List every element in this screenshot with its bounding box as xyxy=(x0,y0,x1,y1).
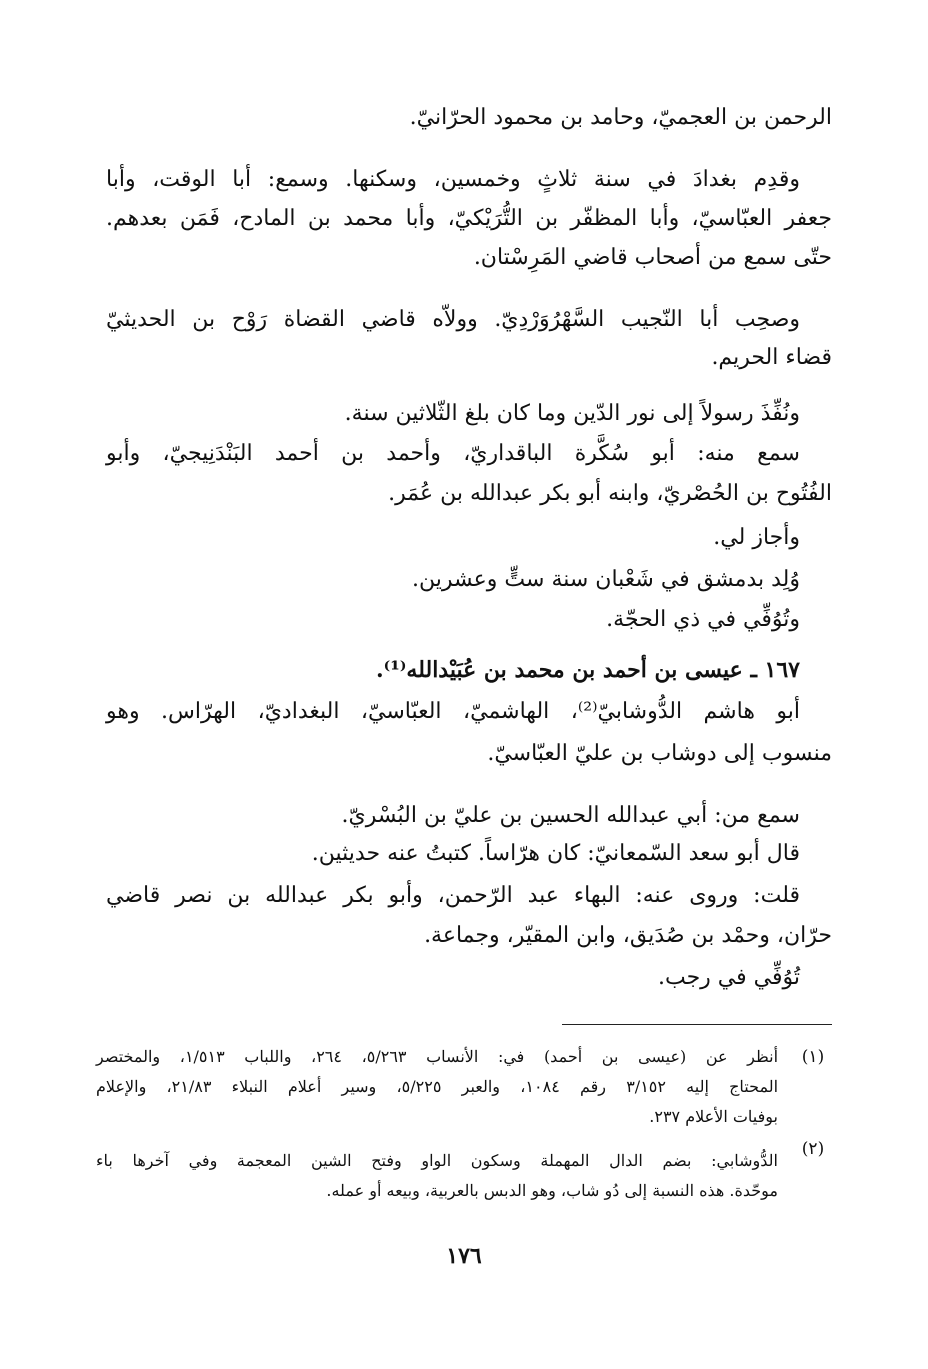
body-line-19: حرّان، وحمْد بن صُدَيق، وابن المقيّر، وجماعة. xyxy=(424,923,832,948)
footnote-1-number: (١) xyxy=(801,1047,825,1067)
body-line-8: سمع منه: أبو سُكَّرة الباقداريّ، وأحمد بن أحمد البَنْدَنِيجيّ، وأبو xyxy=(106,441,800,466)
page-number: ١٧٦ xyxy=(446,1243,482,1269)
footnote-1-line-1: أنظر عن (عيسى بن أحمد) في: الأنساب ٥/٢٦٣، ٢٦٤، واللباب ١/٥١٣، والمختصر xyxy=(96,1047,779,1066)
body-line-7: ونُفِّذَ رسولاً إلى نور الدّين وما كان بلغ الثّلاثين سنة. xyxy=(344,401,800,426)
body-line-10: وأجاز لي. xyxy=(713,525,800,550)
body-line-1: الرحمن بن العجميّ، وحامد بن محمود الحرّانيّ. xyxy=(409,105,832,130)
entry-heading: ١٦٧ ـ عيسى بن أحمد بن محمد بن عُبَيْدالله⁽¹⁾. xyxy=(376,657,800,683)
body-line-6: قضاء الحريم. xyxy=(711,345,832,370)
footnote-2-line-2: موحّدة. هذه النسبة إلى دُو شاب، وهو الدبس بالعربية، وبيعه أو عمله. xyxy=(326,1181,778,1200)
body-line-2: وقدِم بغدادَ في سنة ثلاثٍ وخمسين، وسكنها. وسمع: أبا الوقت، وأبا xyxy=(106,167,800,192)
footnote-divider xyxy=(562,1024,832,1025)
footnote-1-line-3: بوفيات الأعلام ٢٣٧. xyxy=(649,1107,778,1126)
body-line-4: حتّى سمع من أصحاب قاضي المَرِسْتان. xyxy=(473,245,832,270)
footnote-1-line-2: المحتاج إليه ٣/١٥٢ رقم ١٠٨٤، والعبر ٥/٢٢٥، وسير أعلام النبلاء ٢١/٨٣، والإعلام xyxy=(96,1077,779,1096)
body-line-5: وصحِب أبا النّجيب السَّهْرُوَرْدِيّ. وولاّه قاضي القضاة رَوْح بن الحديثيّ xyxy=(106,307,800,332)
body-line-17: قال أبو سعد السّمعانيّ: كان هرّاساً. كتبتُ عنه حديثين. xyxy=(311,841,800,866)
footnote-2-number: (٢) xyxy=(801,1139,825,1159)
body-line-11: وُلِد بدمشق في شَعْبان سنة ستٍّ وعشرين. xyxy=(412,567,800,592)
footnote-2-line-1: الدُّوشابي: بضم الدال المهملة وسكون الواو وفتح الشين المعجمة وفي آخرها باء xyxy=(96,1151,779,1170)
body-line-15: منسوب إلى دوشاب بن عليّ العبّاسيّ. xyxy=(487,741,832,766)
body-line-18: قلت: وروى عنه: البهاء عبد الرّحمن، وأبو بكر عبدالله بن نصر قاضي xyxy=(106,883,800,908)
body-line-9: الفُتُوح بن الحُصْريّ، وابنه أبو بكر عبدالله بن عُمَر. xyxy=(388,481,832,506)
body-line-3: جعفر العبّاسيّ، وأبا المظفّر بن التُّرَيْكيّ، وأبا محمد بن المادح، فَمَن بعدهم. xyxy=(106,206,832,231)
body-line-12: وتُوُفِّي في ذي الحجّة. xyxy=(606,607,800,632)
body-line-16: سمع من: أبي عبدالله الحسين بن عليّ بن البُسْريّ. xyxy=(341,803,800,828)
body-line-14: أبو هاشم الدُّوشابيّ⁽²⁾، الهاشميّ، العبّاسيّ، البغداديّ، الهرّاس. وهو xyxy=(106,699,800,724)
body-line-20: تُوُفِّي في رجب. xyxy=(657,965,800,990)
